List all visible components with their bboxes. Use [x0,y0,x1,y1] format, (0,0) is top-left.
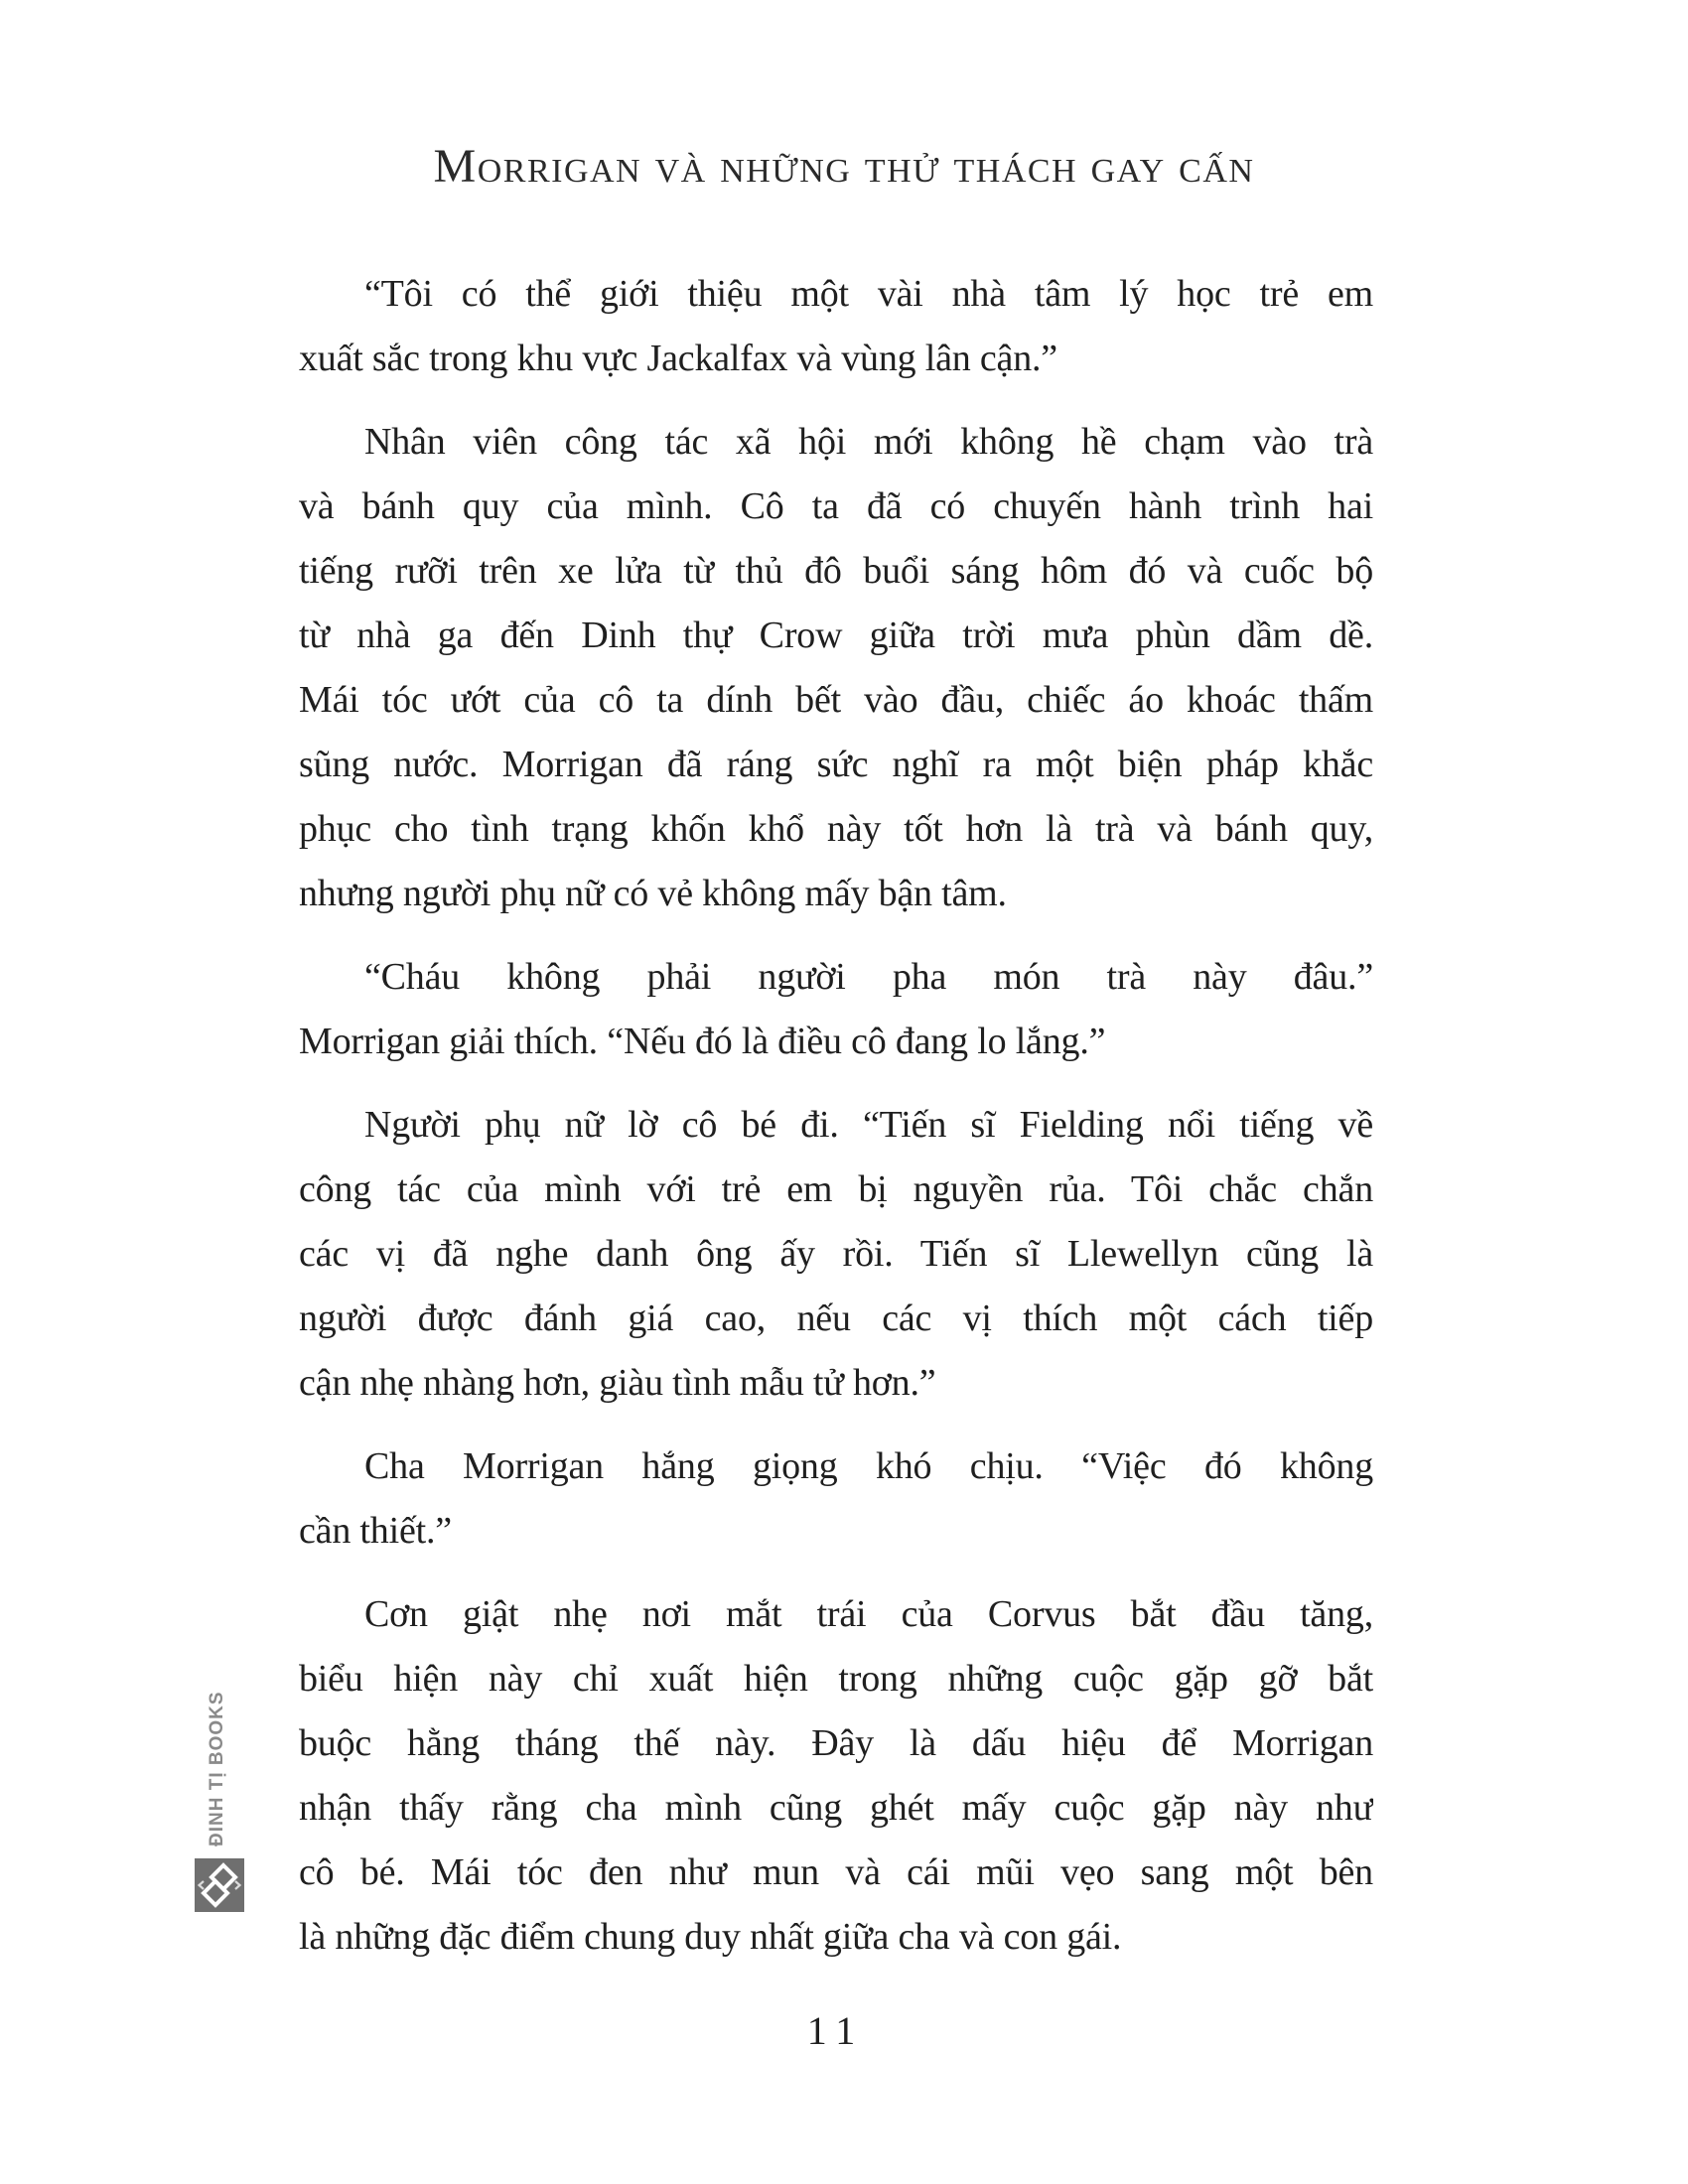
text-line: người được đánh giá cao, nếu các vị thích một cách tiếp [299,1297,1373,1339]
text-line: xuất sắc trong khu vực Jackalfax và vùng lân cận.” [299,338,1057,379]
paragraph [299,1434,1373,1564]
text-line: tiếng rưỡi trên xe lửa từ thủ đô buổi sáng hôm đó và cuốc bộ [299,550,1373,592]
text-line: Nhân viên công tác xã hội mới không hề chạm vào trà [364,421,1373,463]
paragraph [299,1093,1373,1416]
paragraph [299,1582,1373,1970]
text-line: biểu hiện này chỉ xuất hiện trong những cuộc gặp gỡ bắt [299,1658,1373,1700]
text-line: phục cho tình trạng khốn khổ này tốt hơn là trà và bánh quy, [299,808,1373,850]
text-line: “Tôi có thể giới thiệu một vài nhà tâm lý học trẻ em [364,273,1373,315]
text-line: cần thiết.” [299,1510,452,1552]
text-line: từ nhà ga đến Dinh thự Crow giữa trời mưa phùn dầm dề. [299,614,1373,656]
running-header: Morrigan và những thử thách gay cấn [433,140,1255,193]
publisher-name-vertical: ĐINH TỊ BOOKS [207,1691,227,1846]
page-number: 11 [806,2008,866,2053]
text-line: cô bé. Mái tóc đen như mun và cái mũi vẹo sang một bên [299,1851,1373,1893]
text-line: Mái tóc ướt của cô ta dính bết vào đầu, chiếc áo khoác thấm [299,679,1373,721]
body-text [299,262,1373,1988]
dinh-ti-logo-icon [195,1858,244,1912]
text-line: công tác của mình với trẻ em bị nguyền rủa. Tôi chắc chắn [299,1168,1373,1210]
text-line: nhưng người phụ nữ có vẻ không mấy bận tâm. [299,873,1007,914]
text-line: các vị đã nghe danh ông ấy rồi. Tiến sĩ Llewellyn cũng là [299,1233,1373,1275]
text-line: sũng nước. Morrigan đã ráng sức nghĩ ra một biện pháp khắc [299,744,1373,785]
text-line: cận nhẹ nhàng hơn, giàu tình mẫu tử hơn.” [299,1362,936,1404]
text-line: Morrigan giải thích. “Nếu đó là điều cô đang lo lắng.” [299,1021,1106,1062]
text-line: buộc hằng tháng thế này. Đây là dấu hiệu để Morrigan [299,1722,1373,1764]
paragraph [299,262,1373,391]
paragraph [299,945,1373,1074]
text-line: và bánh quy của mình. Cô ta đã có chuyến hành trình hai [299,485,1373,527]
text-line: Cơn giật nhẹ nơi mắt trái của Corvus bắt đầu tăng, [364,1593,1373,1635]
text-line: là những đặc điểm chung duy nhất giữa cha và con gái. [299,1916,1122,1958]
paragraph [299,410,1373,926]
text-line: Cha Morrigan hắng giọng khó chịu. “Việc đó không [364,1445,1373,1487]
text-line: Người phụ nữ lờ cô bé đi. “Tiến sĩ Fielding nổi tiếng về [364,1104,1373,1146]
text-line: nhận thấy rằng cha mình cũng ghét mấy cuộc gặp này như [299,1787,1373,1829]
text-line: “Cháu không phải người pha món trà này đâu.” [364,956,1373,998]
